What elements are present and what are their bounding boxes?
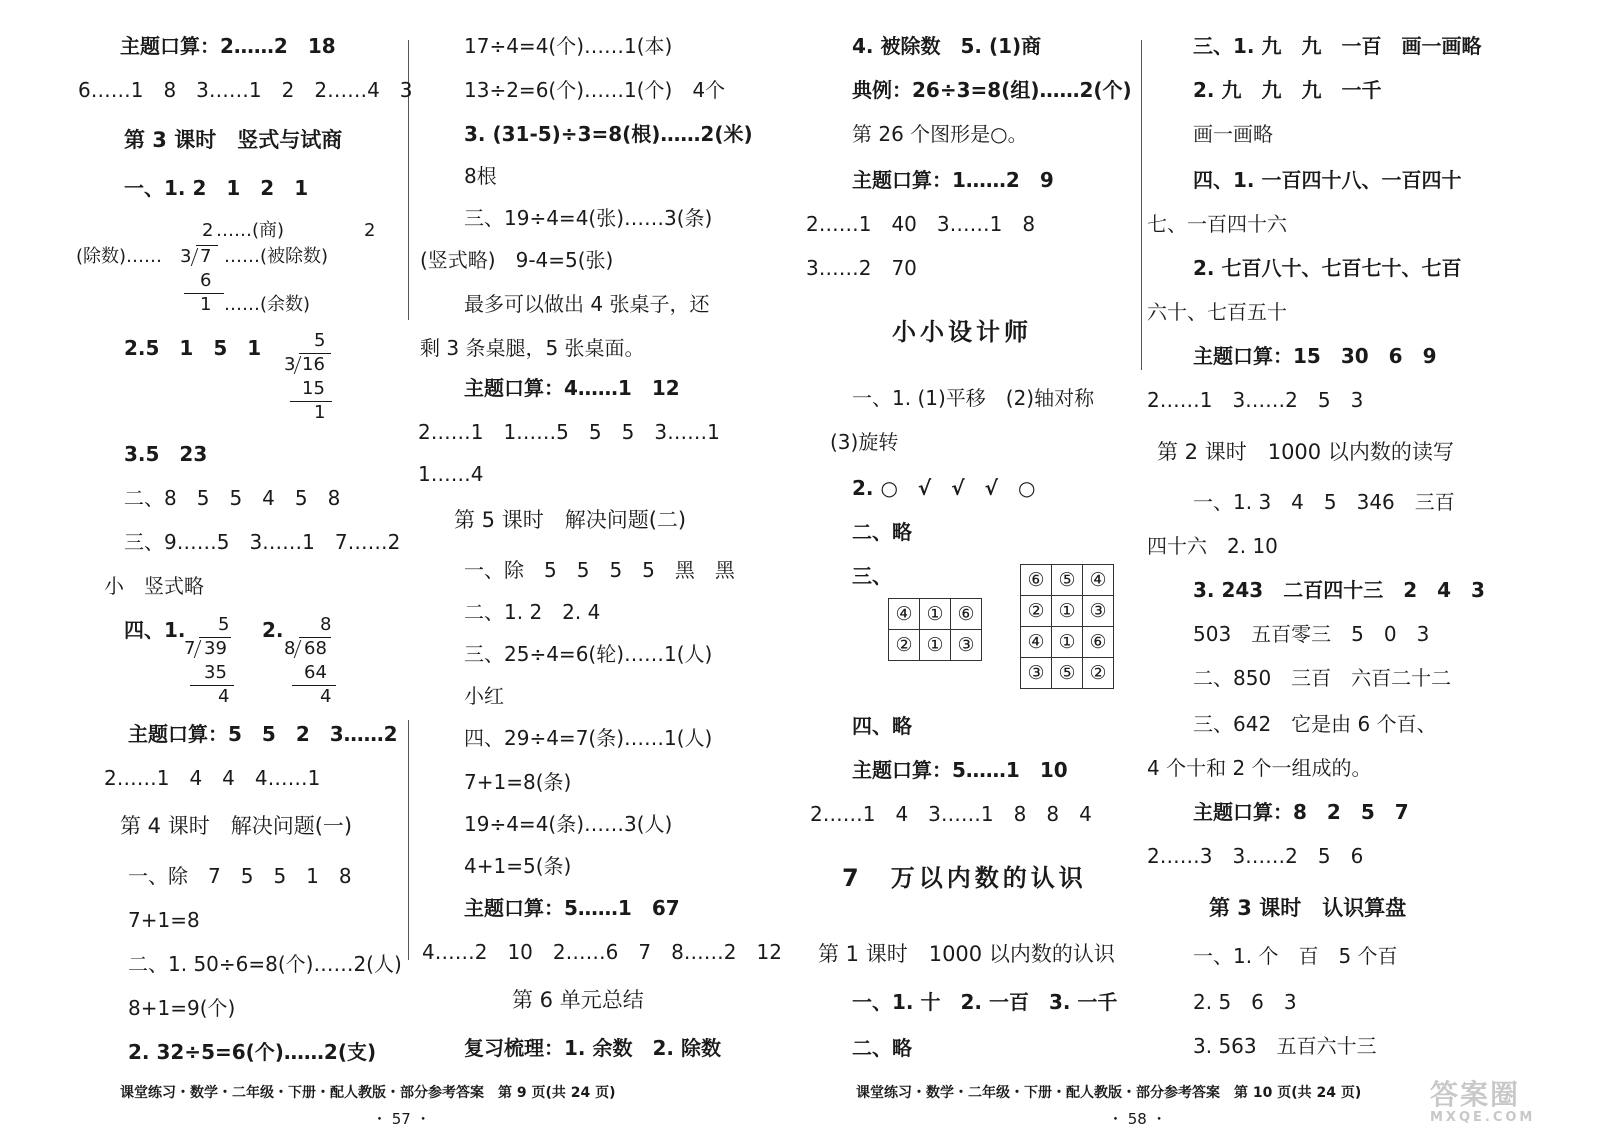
label-quotient: ……(商) [216,220,285,241]
quotient: 5 [314,330,326,351]
answer-line: (3)旋转 [830,430,899,454]
dividend: 68 [304,638,327,659]
watermark-text: 答案圈 [1430,1078,1521,1111]
answer-line: 一、除 5 5 5 5 黑 黑 [464,558,735,582]
grid-cell: ④ [1021,627,1052,658]
dividend: 7 [200,246,212,267]
answer-line: 3. 243 二百四十三 2 4 3 [1193,578,1485,602]
product: 35 [204,662,227,683]
answer-line: 四、略 [852,714,912,738]
mental-math-line: 主题口算：5……1 67 [464,896,680,920]
mental-math-line: 主题口算：2……2 18 [120,34,336,58]
answer-line: 2……1 4 3……1 8 8 4 [810,802,1092,826]
grid-cell: ① [920,599,951,630]
answer-line: 2……1 3……2 5 3 [1147,388,1364,412]
answer-line: 二、850 三百 六百二十二 [1193,666,1452,690]
grid-cell: ① [1052,596,1083,627]
quotient: 8 [320,614,332,635]
answer-line: 小红 [464,684,504,708]
answer-line: 二、1. 50÷6=8(个)……2(人) [128,952,402,976]
quotient: 2 [202,220,214,241]
grid-cell: ⑥ [951,599,982,630]
column-divider-1b [408,720,409,960]
answer-line: 3.5 23 [124,442,208,466]
grid-row [1021,565,1114,596]
answer-line: 剩 3 条桌腿，5 张桌面。 [420,336,645,360]
grid-row [1021,658,1114,689]
mental-math-line: 主题口算：5 5 2 3……2 [128,722,398,746]
mental-math-line: 主题口算：15 30 6 9 [1193,344,1437,368]
long-division-68 [284,614,344,710]
grid-cell: ① [1052,627,1083,658]
answer-line: 2……1 40 3……1 8 [806,212,1036,236]
watermark-logo [1430,1080,1580,1130]
column-divider-3 [1141,40,1142,370]
grid-cell: ⑤ [1052,658,1083,689]
page-number-left: ・ 57 ・ [372,1110,431,1128]
grid-cell: ⑤ [1052,565,1083,596]
answer-line: 13÷2=6(个)……1(个) 4个 [464,78,726,102]
answer-line: 17÷4=4(个)……1(本) [464,34,673,58]
section-heading: 小小设计师 [892,318,1032,346]
answer-line: 四、1. 一百四十八、一百四十 [1193,168,1462,192]
answer-line: 3……2 70 [806,256,917,280]
answer-line: 2……1 4 4 4……1 [104,766,321,790]
grid-cell: ③ [951,630,982,661]
answer-line: 三、 [852,564,892,588]
answer-line: 2. 九 九 九 一千 [1193,78,1382,102]
answer-line: 2. ○ √ √ √ ○ [852,476,1036,500]
number-grid-small [888,598,982,661]
page-number-right: ・ 58 ・ [1108,1110,1167,1128]
answer-line: 六十、七百五十 [1147,300,1287,324]
divisor: 8 [284,638,296,659]
grid-cell: ② [1083,658,1114,689]
answer-line: 三、9……5 3……1 7……2 [124,530,401,554]
product: 64 [304,662,327,683]
answer-line: 4……2 10 2……6 7 8……2 12 [422,940,782,964]
example-line: 典例：26÷3=8(组)……2(个) [852,78,1132,102]
answer-line: 8根 [464,164,497,188]
label-remainder: ……(余数) [224,294,311,315]
answer-line: 一、1. 2 1 2 1 [124,176,309,200]
answer-line: 二、略 [852,520,912,544]
grid-cell: ③ [1083,596,1114,627]
answer-line: 一、除 7 5 5 1 8 [128,864,352,888]
long-division-labeled [76,220,406,320]
grid-row [889,599,982,630]
grid-cell: ③ [1021,658,1052,689]
answer-line: 第 26 个图形是○。 [852,122,1028,146]
product: 6 [200,270,212,291]
label-divisor: (除数)…… [76,246,163,267]
answer-line: 6……1 8 3……1 2 2……4 3 [78,78,413,102]
remainder: 4 [320,686,332,707]
answer-line: 2……1 1……5 5 5 3……1 [418,420,720,444]
answer-line: 四、29÷4=7(条)……1(人) [464,726,713,750]
product: 15 [302,378,325,399]
answer-line: 1……4 [418,462,484,486]
grid-row [1021,627,1114,658]
remainder: 4 [218,686,230,707]
answer-line: 7+1=8 [128,908,200,932]
answer-line: 二、8 5 5 4 5 8 [124,486,341,510]
long-division-39 [180,614,240,710]
grid-row [1021,596,1114,627]
answer-line: 2……3 3……2 5 6 [1147,844,1364,868]
answer-line: 三、642 它是由 6 个百、 [1193,712,1437,736]
answer-line: 三、1. 九 九 一百 画一画略 [1193,34,1482,58]
answer-line: 四十六 2. 10 [1147,534,1278,558]
answer-line: 3. (31-5)÷3=8(根)……2(米) [464,122,753,146]
answer-line: 二、略 [852,1036,912,1060]
answer-line: 19÷4=4(条)……3(人) [464,812,673,836]
answer-line: 小 竖式略 [104,574,204,598]
answer-line: 2.5 1 5 1 [124,336,262,360]
answer-line: 2. 七百八十、七百七十、七百 [1193,256,1462,280]
mental-math-line: 主题口算：4……1 12 [464,376,680,400]
watermark-url: MXQE.COM [1430,1110,1536,1125]
answer-line: 七、一百四十六 [1147,212,1287,236]
answer-line: 2. 5 6 3 [1193,990,1297,1014]
answer-line: 2. 32÷5=6(个)……2(支) [128,1040,377,1064]
answer-line: 二、1. 2 2. 4 [464,600,601,624]
answer-line: 一、1. 3 4 5 346 三百 [1193,490,1455,514]
grid-cell: ② [1021,596,1052,627]
answer-line: 7+1=8(条) [464,770,572,794]
lesson-heading: 第 1 课时 1000 以内数的认识 [818,942,1115,966]
answer-line: (竖式略) 9-4=5(张) [420,248,614,272]
footer-right: 课堂练习・数学・二年级・下册・配人教版・部分参考答案 第 10 页(共 24 页) [856,1085,1362,1101]
mental-math-line: 主题口算：8 2 5 7 [1193,800,1409,824]
unit-summary-heading: 第 6 单元总结 [512,988,644,1012]
footer-left: 课堂练习・数学・二年级・下册・配人教版・部分参考答案 第 9 页(共 24 页) [120,1085,616,1101]
answer-line: 4. 被除数 5. (1)商 [852,34,1042,58]
answer-line: 一、1. 十 2. 一百 3. 一千 [852,990,1118,1014]
grid-cell: ② [889,630,920,661]
grid-cell: ④ [1083,565,1114,596]
lesson-heading: 第 5 课时 解决问题(二) [454,508,687,532]
divisor: 3 [180,246,192,267]
remainder: 1 [314,402,326,423]
grid-cell: ⑥ [1021,565,1052,596]
grid-cell: ④ [889,599,920,630]
grid-cell: ⑥ [1083,627,1114,658]
unit-heading: 7 万以内数的认识 [842,864,1087,892]
long-division-16 [284,330,344,426]
dividend: 39 [204,638,227,659]
answer-line: 8+1=9(个) [128,996,236,1020]
lesson-heading: 第 3 课时 竖式与试商 [124,128,343,152]
answer-line: 最多可以做出 4 张桌子，还 [464,292,710,316]
answer-line: 3. 563 五百六十三 [1193,1034,1377,1058]
answer-line: 4+1=5(条) [464,854,572,878]
answer-line: 四、1. [124,618,186,642]
answer-line: 三、25÷4=6(轮)……1(人) [464,642,713,666]
mental-math-line: 主题口算：1……2 9 [852,168,1054,192]
grid-cell: ① [920,630,951,661]
answer-line: 4 个十和 2 个一组成的。 [1147,756,1372,780]
lesson-heading: 第 3 课时 认识算盘 [1209,896,1407,920]
answer-line: 503 五百零三 5 0 3 [1193,622,1430,646]
dividend: 16 [302,354,325,375]
label-dividend: ……(被除数) [224,246,329,267]
quotient: 5 [218,614,230,635]
number-grid-large [1020,564,1114,689]
divisor: 7 [184,638,196,659]
answer-line: 2. [262,618,284,642]
answer-line: 三、19÷4=4(张)……3(条) [464,206,713,230]
answer-line: 画一画略 [1193,122,1273,146]
review-line: 复习梳理：1. 余数 2. 除数 [464,1036,721,1060]
answer-line: 一、1. (1)平移 (2)轴对称 [852,386,1095,410]
lesson-heading: 第 4 课时 解决问题(一) [120,814,353,838]
grid-row [889,630,982,661]
mental-math-line: 主题口算：5……1 10 [852,758,1068,782]
answer-value: 2 [364,220,376,241]
divisor: 3 [284,354,296,375]
lesson-heading: 第 2 课时 1000 以内数的读写 [1157,440,1454,464]
answer-line: 一、1. 个 百 5 个百 [1193,944,1398,968]
remainder: 1 [200,294,212,315]
